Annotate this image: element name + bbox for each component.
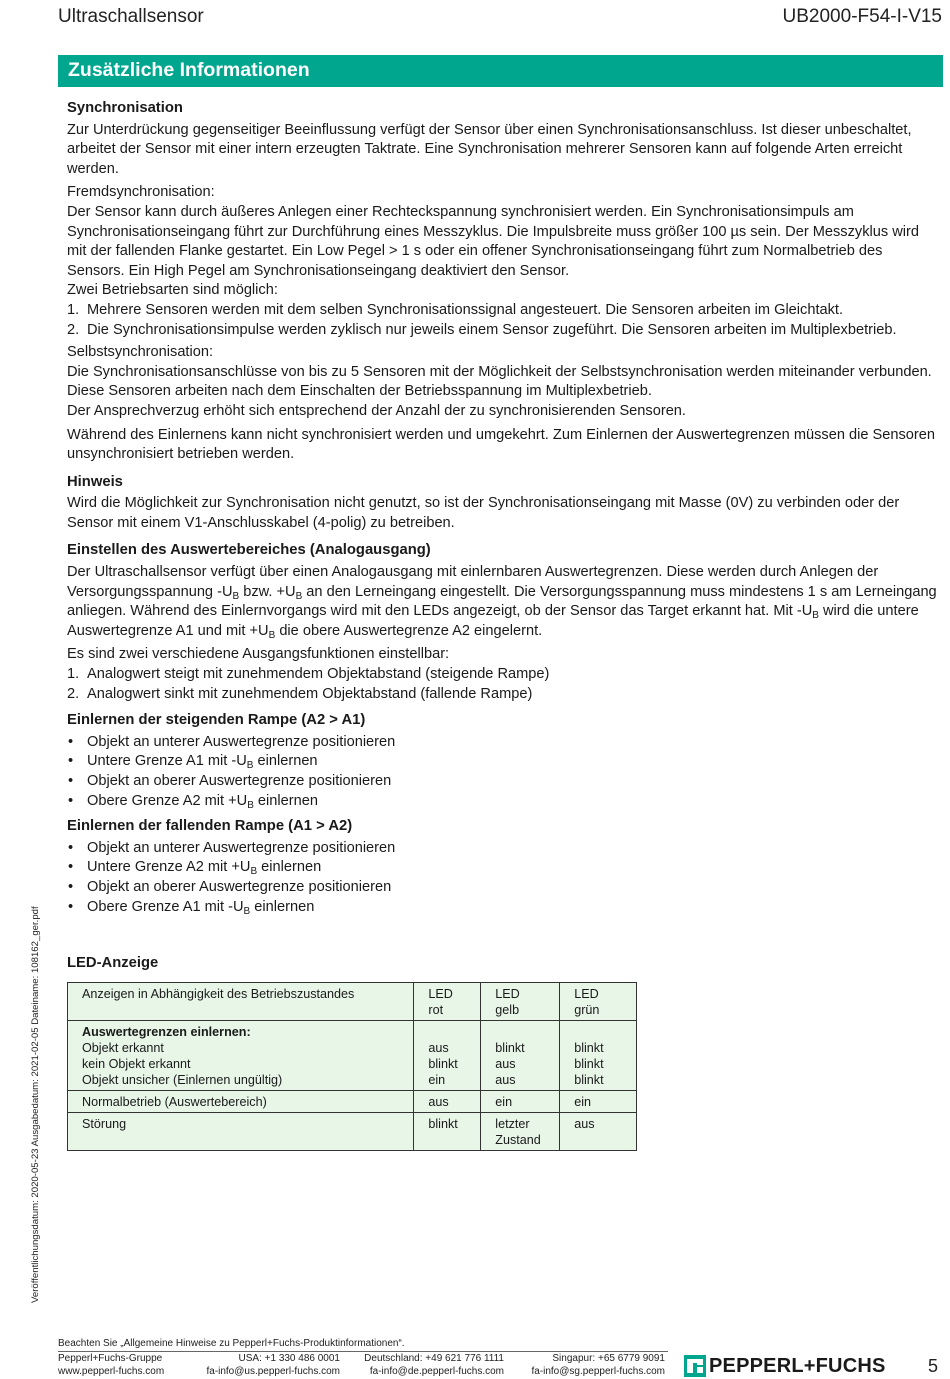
list-item: • Objekt an oberer Auswertegrenze positionieren [67,878,937,898]
list-item [67,665,937,685]
table-cell: blinkt aus aus [481,1020,560,1090]
main-content [67,96,937,1151]
side-publication-info: Veröffentlichungsdatum: 2020-05-23 Ausgabedatum: 2021-02-05 Dateiname: 108162_ger.pdf [30,906,41,1303]
footer-sg-phone: Singapur: +65 6779 9091 [552,1353,665,1364]
table-cell: ein [481,1090,560,1112]
footer-group [58,1353,164,1378]
list-item [67,301,937,321]
analog-heading: Einstellen des Auswertebereiches (Analogausgang) [67,542,431,559]
list-item: • Obere Grenze A1 mit $-U_B$ einlernen [67,898,937,918]
table-cell: aus [414,1090,481,1112]
table-cell: ein [560,1090,637,1112]
footer-singapore [531,1353,665,1378]
list-item: • Objekt an unterer Auswertegrenze positionieren [67,733,937,753]
modes-label: Zwei Betriebsarten sind möglich: [67,282,278,299]
company-logo [684,1354,886,1378]
sync-heading: Synchronisation [67,100,183,116]
table-header-cell: LED grün [560,982,637,1020]
table-cell: blinkt [414,1112,481,1150]
table-cell: Störung [68,1112,414,1150]
list-text: Die Synchronisationsimpulse werden zyklisch nur jeweils einem Sensor zugeführt. Die Sensoren arbeiten im Multiplexbetrieb. [87,321,897,338]
modes-list [67,301,937,340]
section-banner [58,55,943,87]
footer-website-link[interactable]: www.pepperl-fuchs.com [58,1365,165,1377]
footer-usa [206,1353,340,1378]
led-heading: LED-Anzeige [67,955,159,972]
footer-group-name: Pepperl+Fuchs-Gruppe [58,1353,163,1364]
funcs-label: Es sind zwei verschiedene Ausgangsfunktionen einstellbar: [67,646,450,663]
table-header-cell: Anzeigen in Abhängigkeit des Betriebszustandes [68,982,414,1020]
fallend-heading: Einlernen der fallenden Rampe (A1 > A2) [67,818,353,835]
footer-usa-phone: USA: +1 330 486 0001 [238,1353,340,1364]
table-cell: letzter Zustand [481,1112,560,1150]
table-header-cell: LED rot [414,982,481,1020]
list-text: Analogwert steigt mit zunehmendem Objektabstand (steigende Rampe) [87,666,550,683]
list-item [67,685,937,705]
steigend-heading: Einlernen der steigenden Rampe (A2 > A1) [67,712,366,729]
footer-note: Beachten Sie „Allgemeine Hinweise zu Pepperl+Fuchs-Produktinformationen“. [58,1338,405,1349]
fallend-list [67,839,937,917]
table-cell: aus [560,1112,637,1150]
hinweis-text: Wird die Möglichkeit zur Synchronisation nicht genutzt, so ist der Synchronisationseingang mit Masse (0V) zu verbinden oder der Sensor mit einem V1-Anschlusskabel (4-polig) zu betreiben. [67,495,900,531]
hinweis-heading: Hinweis [67,473,123,490]
list-number: 2. [67,321,80,338]
steigend-list [67,733,937,811]
list-text: Analogwert sinkt mit zunehmendem Objektabstand (fallende Rampe) [87,685,533,702]
logo-wordmark: PEPPERL+FUCHS [709,1354,886,1377]
table-cell: Normalbetrieb (Auswertebereich) [68,1090,414,1112]
ansprech-text: Der Ansprechverzug erhöht sich entsprechend der Anzahl der zu synchronisierenden Sensoren. [67,402,686,419]
analog-text: Der Ultraschallsensor verfügt über einen Analogausgang mit einlernbaren Auswertegrenzen. Diese werden durch Anlegen der Versorgungsspannung $-U_B$ bzw. $+U_B$ an den Lerneingang eingestellt. Die Versorgungsspannung muss mindestens 1 s am Lerneingang anliegen. Während des Einlernvorgangs wird mit den LEDs angezeigt, ob der Sensor das Target erkannt hat. Mit $-U_B$ wird die untere Auswertegrenze A1 und mit $+U_B$ die obere Auswertegrenze A2 eingelernt. [67,564,937,641]
sync-intro: Zur Unterdrückung gegenseitiger Beeinflussung verfügt der Sensor über einen Synchronisationsanschluss. Ist dieser unbeschaltet, arbeitet der Sensor mit einer intern erzeugten Taktrate. Eine Synchronisation mehrerer Sensoren kann auf folgende Arten erreicht werden. [67,121,912,177]
section-banner-title: Zusätzliche Informationen [68,59,310,81]
footer-usa-mail[interactable]: fa-info@us.pepperl-fuchs.com [206,1365,340,1377]
pepperl-fuchs-logo-icon [684,1355,706,1377]
table-header-row [68,982,637,1020]
list-item: • Untere Grenze A1 mit $-U_B$ einlernen [67,752,937,772]
list-text: Mehrere Sensoren werden mit dem selben Synchronisationssignal angesteuert. Die Sensoren arbeiten im Gleichtakt. [87,301,844,318]
list-number: 1. [67,666,80,683]
table-cell: aus blinkt ein [414,1020,481,1090]
list-item [67,321,937,341]
table-header-cell: LED gelb [481,982,560,1020]
table-row [68,1020,637,1090]
list-number: 1. [67,301,80,318]
table-cell: blinkt blinkt blinkt [560,1020,637,1090]
footer-de-phone: Deutschland: +49 621 776 1111 [364,1353,504,1364]
selbst-label: Selbstsynchronisation: [67,344,214,361]
einlernen-text: Während des Einlernens kann nicht synchronisiert werden und umgekehrt. Zum Einlernen der Auswertegrenzen müssen die Sensoren unsynchronisiert betrieben werden. [67,426,935,463]
footer-divider [58,1351,668,1352]
fremd-label: Fremdsynchronisation: [67,184,215,201]
table-row [68,1112,637,1150]
table-row [68,1090,637,1112]
footer-sg-mail[interactable]: fa-info@sg.pepperl-fuchs.com [531,1365,665,1377]
doc-header-product-type: Ultraschallsensor [58,6,204,27]
led-table [67,982,637,1151]
selbst-text: Die Synchronisationsanschlüsse von bis zu 5 Sensoren mit der Möglichkeit der Selbstsynchronisation werden miteinander verbunden. Diese Sensoren arbeiten nach dem Einschalten der Betriebsspannung im Multiplexbetrieb. [67,363,932,400]
list-item: • Objekt an unterer Auswertegrenze positionieren [67,839,937,859]
footer-germany [364,1353,504,1378]
fremd-text: Der Sensor kann durch äußeres Anlegen einer Rechteckspannung synchronisiert werden. Ein Synchronisationsimpuls am Synchronisationseingang führt zur Durchführung eines Messzyklus. Die Impulsbreite muss größer 100 µs sein. Der Messzyklus wird mit der fallenden Flanke gestartet. Ein Low Pegel > 1 s oder ein offener Synchronisationseingang führt zum Normalbetrieb des Sensors. Ein High Pegel am Synchronisationseingang deaktiviert den Sensor. [67,203,919,279]
table-cell: Auswertegrenzen einlernen: Objekt erkannt kein Objekt erkannt Objekt unsicher (Einlernen ungültig) [68,1020,414,1090]
list-item: • Untere Grenze A2 mit $+U_B$ einlernen [67,858,937,878]
funcs-list [67,665,937,704]
doc-header-model: UB2000-F54-I-V15 [782,6,942,27]
list-item: • Obere Grenze A2 mit $+U_B$ einlernen [67,792,937,812]
footer-de-mail[interactable]: fa-info@de.pepperl-fuchs.com [369,1365,504,1377]
list-number: 2. [67,685,80,702]
list-item: • Objekt an oberer Auswertegrenze positionieren [67,772,937,792]
page-number: 5 [928,1356,939,1376]
